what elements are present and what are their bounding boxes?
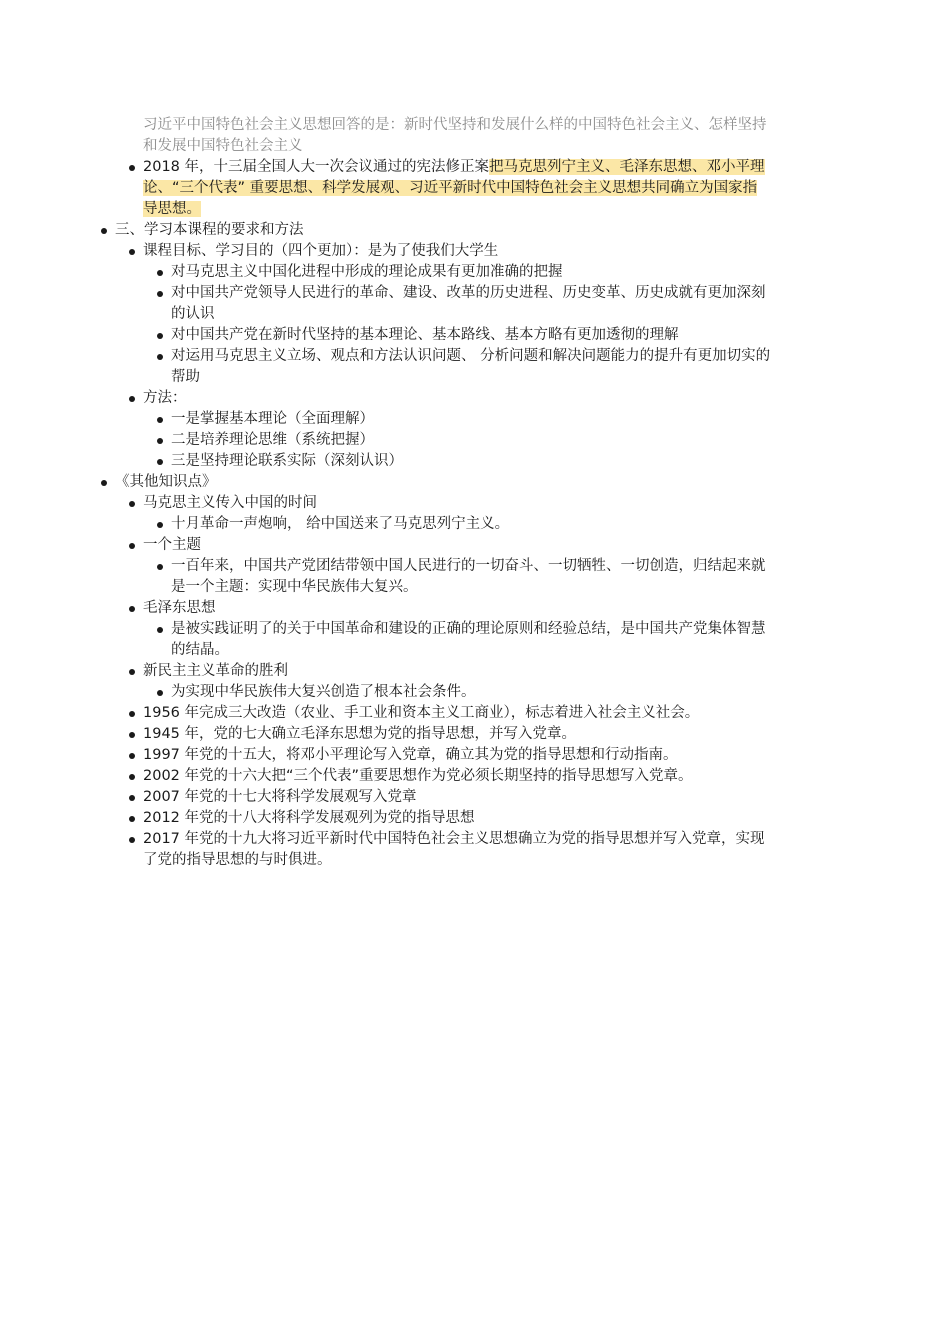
method-text: 三是坚持理论联系实际（深刻认识） [171, 453, 403, 469]
bullet-icon [129, 501, 135, 507]
goal-text: 对中国共产党在新时代坚持的基本理论、基本路线、基本方略有更加透彻的理解 [171, 327, 679, 343]
bullet-icon [129, 732, 135, 738]
fact-text: 2012 年党的十八大将科学发展观列为党的指导思想 [143, 810, 475, 826]
bullet-icon [157, 270, 163, 276]
list-item [0, 430, 950, 451]
bullet-icon [129, 795, 135, 801]
methods-label: 方法： [143, 390, 187, 406]
list-item-constitution [0, 157, 950, 178]
topic-text: 为实现中华民族伟大复兴创造了根本社会条件。 [171, 684, 476, 700]
topic-label: 新民主主义革命的胜利 [143, 663, 288, 679]
list-item [0, 346, 950, 367]
bullet-icon [101, 480, 107, 486]
list-item-continuation: 的认识 [171, 306, 215, 322]
list-item [0, 514, 950, 535]
bullet-icon [129, 753, 135, 759]
goals-label: 课程目标、学习目的（四个更加）：是为了使我们大学生 [143, 243, 499, 259]
list-item-continuation: 的结晶。 [171, 642, 229, 658]
bullet-icon [129, 606, 135, 612]
fact-text: 2017 年党的十九大将习近平新时代中国特色社会主义思想确立为党的指导思想并写入党章，实现 [143, 831, 765, 847]
bullet-icon [129, 396, 135, 402]
bullet-icon [129, 543, 135, 549]
bullet-icon [157, 354, 163, 360]
fact-text: 2007 年党的十七大将科学发展观写入党章 [143, 789, 417, 805]
list-item [0, 661, 950, 682]
topic-text: 是被实践证明了的关于中国革命和建设的正确的理论原则和经验总结，是中国共产党集体智慧 [171, 621, 766, 637]
bullet-icon [129, 837, 135, 843]
bullet-icon [101, 228, 107, 234]
bullet-icon [129, 249, 135, 255]
bullet-icon [157, 522, 163, 528]
list-item [0, 556, 950, 577]
bullet-icon [157, 438, 163, 444]
bullet-icon [129, 165, 135, 171]
list-item [0, 598, 950, 619]
intro-line: 习近平中国特色社会主义思想回答的是：新时代坚持和发展什么样的中国特色社会主义、怎样坚持 [143, 117, 767, 133]
list-item [0, 724, 950, 745]
bullet-icon [157, 459, 163, 465]
bullet-icon [157, 564, 163, 570]
list-item [0, 745, 950, 766]
method-text: 二是培养理论思维（系统把握） [171, 432, 374, 448]
fact-text: 1997 年党的十五大，将邓小平理论写入党章，确立其为党的指导思想和行动指南。 [143, 747, 678, 763]
goal-text: 对中国共产党领导人民进行的革命、建设、改革的历史进程、历史变革、历史成就有更加深刻 [171, 285, 766, 301]
list-item [0, 535, 950, 556]
goal-text: 对运用马克思主义立场、观点和方法认识问题、 分析问题和解决问题能力的提升有更加切实的 [171, 348, 771, 364]
bullet-icon [157, 690, 163, 696]
list-item [0, 808, 950, 829]
constitution-text: 2018 年，十三届全国人大一次会议通过的宪法修正案 [143, 159, 490, 175]
topic-label: 毛泽东思想 [143, 600, 216, 616]
bullet-icon [129, 816, 135, 822]
section-title: 《其他知识点》 [115, 474, 217, 490]
topic-text: 十月革命一声炮响， 给中国送来了马克思列宁主义。 [171, 516, 510, 532]
bullet-icon [157, 417, 163, 423]
highlighted-text: 论、“三个代表” 重要思想、科学发展观、习近平新时代中国特色社会主义思想共同确立为国家指 [143, 180, 758, 196]
highlighted-text: 导思想。 [143, 201, 201, 217]
bullet-icon [129, 669, 135, 675]
list-item [0, 787, 950, 808]
list-item [0, 325, 950, 346]
section-title: 三、学习本课程的要求和方法 [115, 222, 304, 238]
list-item-continuation: 是一个主题：实现中华民族伟大复兴。 [171, 579, 418, 595]
topic-text: 一百年来，中国共产党团结带领中国人民进行的一切奋斗、一切牺牲、一切创造，归结起来就 [171, 558, 766, 574]
list-item [0, 283, 950, 304]
topic-label: 马克思主义传入中国的时间 [143, 495, 317, 511]
list-item [0, 493, 950, 514]
fact-text: 1945 年，党的七大确立毛泽东思想为党的指导思想，并写入党章。 [143, 726, 577, 742]
list-item [0, 409, 950, 430]
highlighted-text: 把马克思列宁主义、毛泽东思想、邓小平理 [489, 159, 765, 175]
list-item [0, 619, 950, 640]
list-item [0, 262, 950, 283]
list-item-methods [0, 388, 950, 409]
goal-text: 对马克思主义中国化进程中形成的理论成果有更加准确的把握 [171, 264, 563, 280]
list-item-continuation: 帮助 [171, 369, 200, 385]
section-heading [0, 220, 950, 241]
list-item-goals [0, 241, 950, 262]
bullet-icon [157, 291, 163, 297]
list-item-continuation [0, 178, 950, 199]
list-item [0, 682, 950, 703]
list-item-continuation: 了党的指导思想的与时俱进。 [143, 852, 332, 868]
bullet-icon [157, 627, 163, 633]
list-item [0, 766, 950, 787]
bullet-icon [129, 711, 135, 717]
list-item [0, 451, 950, 472]
document-content [0, 115, 950, 871]
bullet-icon [129, 774, 135, 780]
bullet-icon [157, 333, 163, 339]
list-item [0, 829, 950, 850]
topic-label: 一个主题 [143, 537, 201, 553]
method-text: 一是掌握基本理论（全面理解） [171, 411, 374, 427]
list-item-continuation [0, 199, 950, 220]
intro-line: 和发展中国特色社会主义 [143, 138, 303, 154]
section-heading [0, 472, 950, 493]
list-item [0, 703, 950, 724]
fact-text: 1956 年完成三大改造（农业、手工业和资本主义工商业），标志着进入社会主义社会。 [143, 705, 700, 721]
fact-text: 2002 年党的十六大把“三个代表”重要思想作为党必须长期坚持的指导思想写入党章。 [143, 768, 693, 784]
